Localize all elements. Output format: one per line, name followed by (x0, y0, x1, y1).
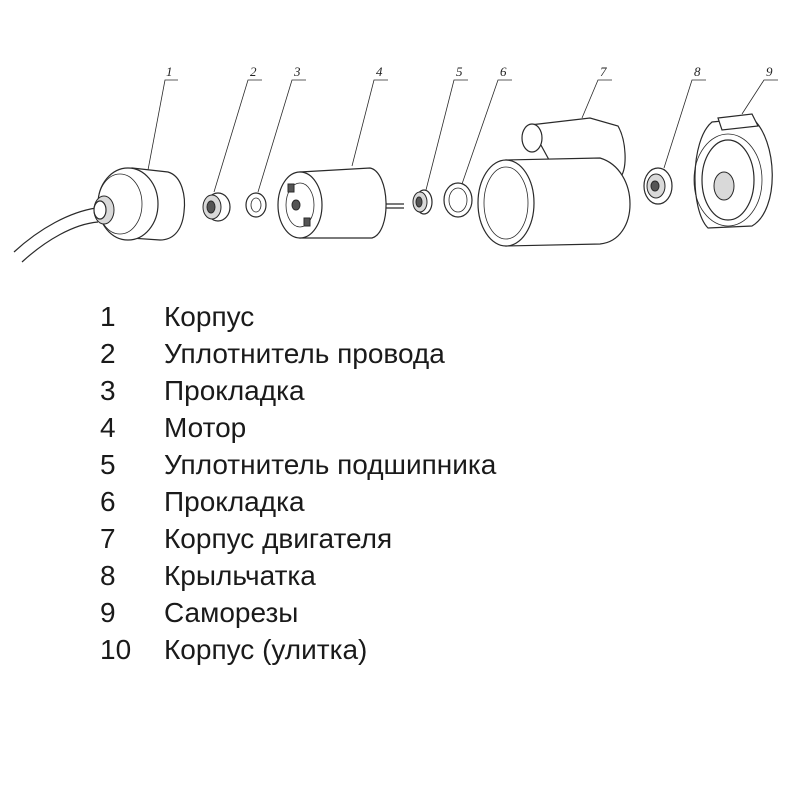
legend-item (100, 520, 700, 557)
part-volute-housing (694, 114, 772, 228)
legend-label: Мотор (164, 412, 247, 443)
legend-label: Корпус (164, 301, 255, 332)
parts-legend (100, 298, 700, 668)
part-bearing-seal (413, 190, 432, 214)
legend-item (100, 335, 700, 372)
callout-7: 7 (600, 64, 607, 79)
callout-8: 8 (694, 64, 701, 79)
legend-label: Корпус (улитка) (164, 634, 368, 665)
legend-item (100, 483, 700, 520)
legend-label: Уплотнитель провода (164, 338, 445, 369)
legend-item (100, 372, 700, 409)
part-motor (278, 168, 404, 238)
legend-label: Прокладка (164, 375, 305, 406)
legend-item (100, 594, 700, 631)
legend-item (100, 631, 700, 668)
legend-label: Корпус двигателя (164, 523, 393, 554)
callout-1: 1 (166, 64, 173, 79)
legend-num: 4 (100, 412, 116, 443)
part-housing (14, 168, 184, 262)
callout-5: 5 (456, 64, 463, 79)
leader-lines (148, 80, 778, 192)
legend-label: Саморезы (164, 597, 299, 628)
part-gasket-2 (444, 183, 472, 217)
callout-2: 2 (250, 64, 257, 79)
legend-num: 1 (100, 301, 116, 332)
callout-4: 4 (376, 64, 383, 79)
legend-num: 9 (100, 597, 116, 628)
legend-num: 5 (100, 449, 116, 480)
part-gasket-1 (246, 193, 266, 217)
callout-9: 9 (766, 64, 773, 79)
legend-label: Уплотнитель подшипника (164, 449, 497, 480)
part-cable-seal (203, 193, 230, 221)
legend-num: 10 (100, 634, 132, 665)
legend-num: 2 (100, 338, 116, 369)
legend-item (100, 298, 700, 335)
legend-item (100, 409, 700, 446)
legend-num: 8 (100, 560, 116, 591)
callout-6: 6 (500, 64, 507, 79)
legend-item (100, 557, 700, 594)
exploded-view-diagram (0, 0, 800, 290)
legend-num: 3 (100, 375, 116, 406)
callout-3: 3 (294, 64, 301, 79)
legend-label: Крыльчатка (164, 560, 316, 591)
legend-item (100, 446, 700, 483)
part-impeller (644, 168, 672, 204)
legend-num: 6 (100, 486, 116, 517)
legend-label: Прокладка (164, 486, 305, 517)
legend-num: 7 (100, 523, 116, 554)
part-motor-housing (478, 118, 630, 246)
